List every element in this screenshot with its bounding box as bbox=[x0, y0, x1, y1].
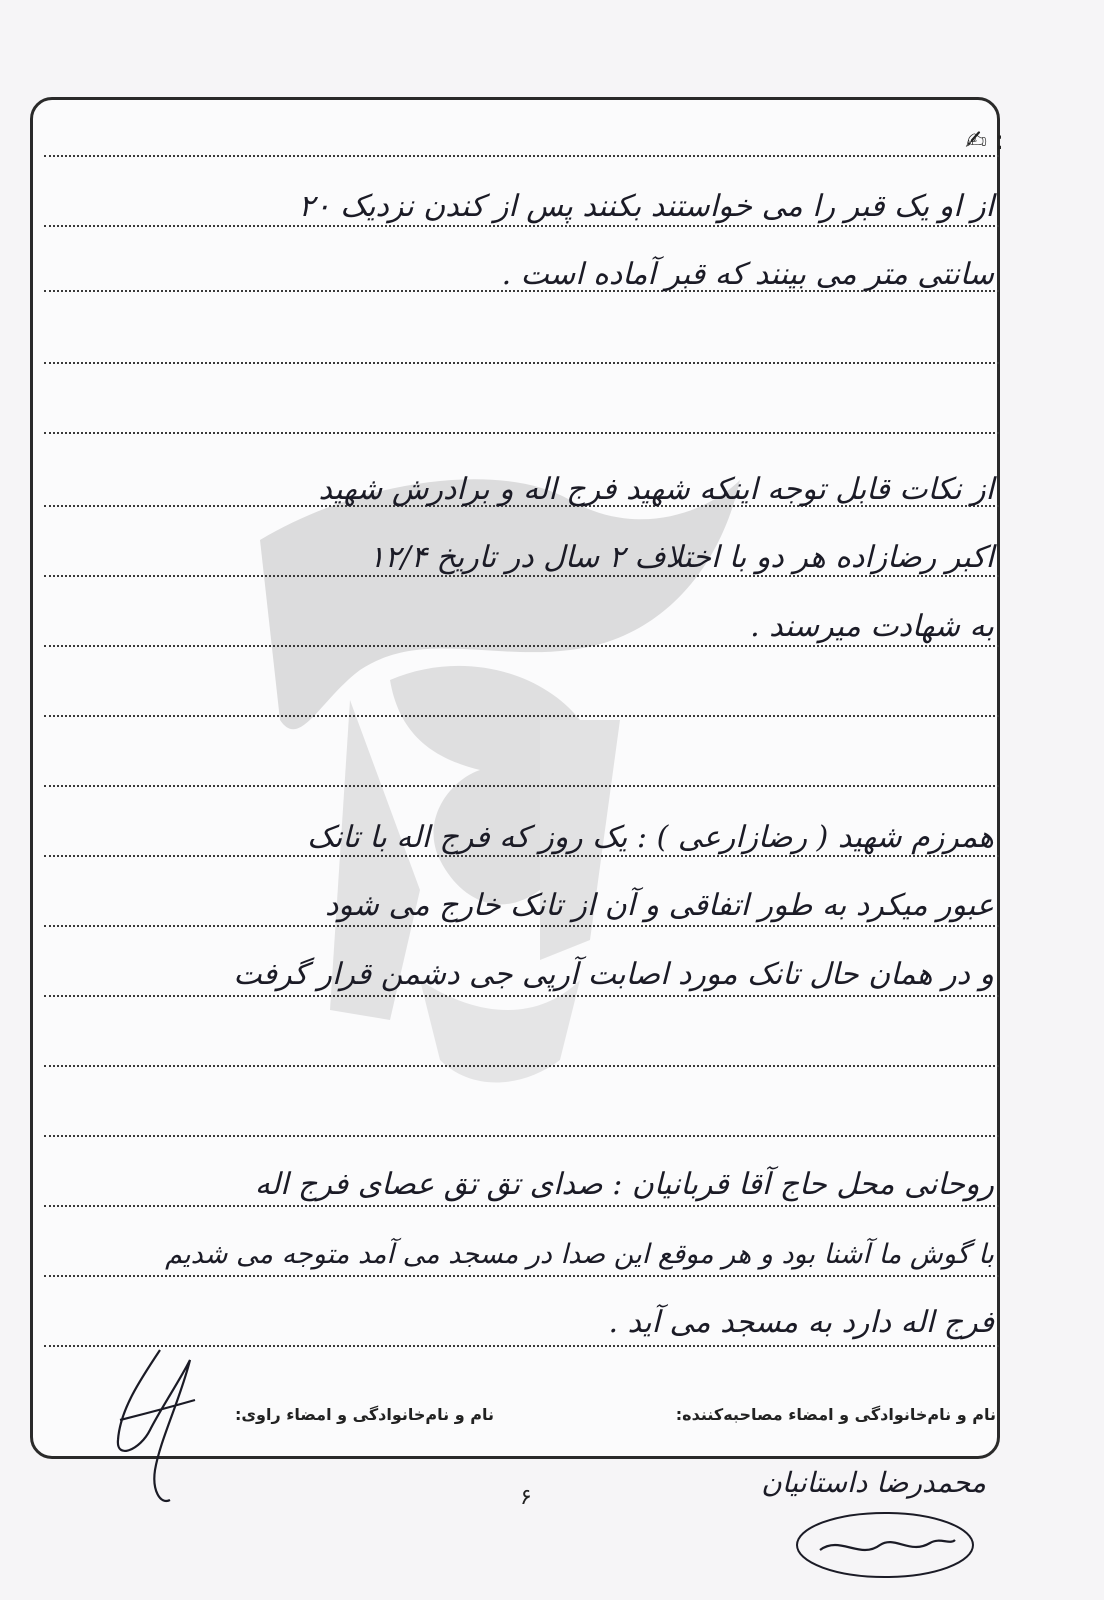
emblem-watermark bbox=[240, 420, 760, 1120]
ruled-line bbox=[44, 995, 999, 997]
ruled-line bbox=[44, 785, 999, 787]
handwritten-line: همرزم شهید ( رضازارعی ) : یک روز که فرج اله با تانک bbox=[307, 820, 994, 855]
handwritten-line: به شهادت میرسند . bbox=[750, 609, 994, 644]
handwritten-line: و در همان حال تانک مورد اصابت آرپی جی دشمن قرار گرفت bbox=[233, 957, 994, 992]
ruled-line bbox=[44, 432, 999, 434]
ruled-line bbox=[44, 362, 999, 364]
ruled-line bbox=[44, 715, 999, 717]
ruled-line bbox=[44, 1275, 999, 1277]
handwritten-line: اکبر رضازاده هر دو با اختلاف ۲ سال در تاریخ ۱۲/۴ bbox=[368, 540, 994, 575]
handwritten-line: فرج اله دارد به مسجد می آید . bbox=[608, 1305, 994, 1340]
handwritten-line: سانتی متر می بینند که قبر آماده است . bbox=[501, 257, 994, 292]
handwritten-line: از او یک قبر را می خواستند بکنند پس از کندن نزدیک ۲۰ bbox=[298, 189, 994, 224]
narrator-label: نام و نام‌خانوادگی و امضاء راوی: bbox=[234, 1405, 494, 1424]
handwritten-line: روحانی محل حاج آقا قربانیان : صدای تق تق عصای فرج اله bbox=[254, 1167, 994, 1202]
ruled-line bbox=[44, 1205, 999, 1207]
narrator-signature bbox=[100, 1340, 220, 1510]
ruled-line bbox=[44, 1135, 999, 1137]
ruled-line bbox=[44, 155, 999, 157]
interviewer-handwritten-name: محمدرضا داستانیان bbox=[761, 1466, 986, 1499]
interviewer-signature bbox=[790, 1505, 980, 1585]
ruled-line bbox=[44, 1065, 999, 1067]
pen-writing-icon: ✍ : bbox=[965, 126, 1004, 156]
interviewer-label: نام و نام‌خانوادگی و امضاء مصاحبه‌کننده: bbox=[675, 1405, 996, 1424]
handwritten-line: عبور میکرد به طور اتفاقی و آن از تانک خارج می شود bbox=[324, 888, 994, 923]
handwritten-line: از نکات قابل توجه اینکه شهید فرج اله و برادرش شهید bbox=[318, 472, 994, 507]
page-number: ۶ bbox=[520, 1485, 532, 1510]
handwritten-line: با گوش ما آشنا بود و هر موقع این صدا در مسجد می آمد متوجه می شدیم bbox=[165, 1239, 994, 1270]
